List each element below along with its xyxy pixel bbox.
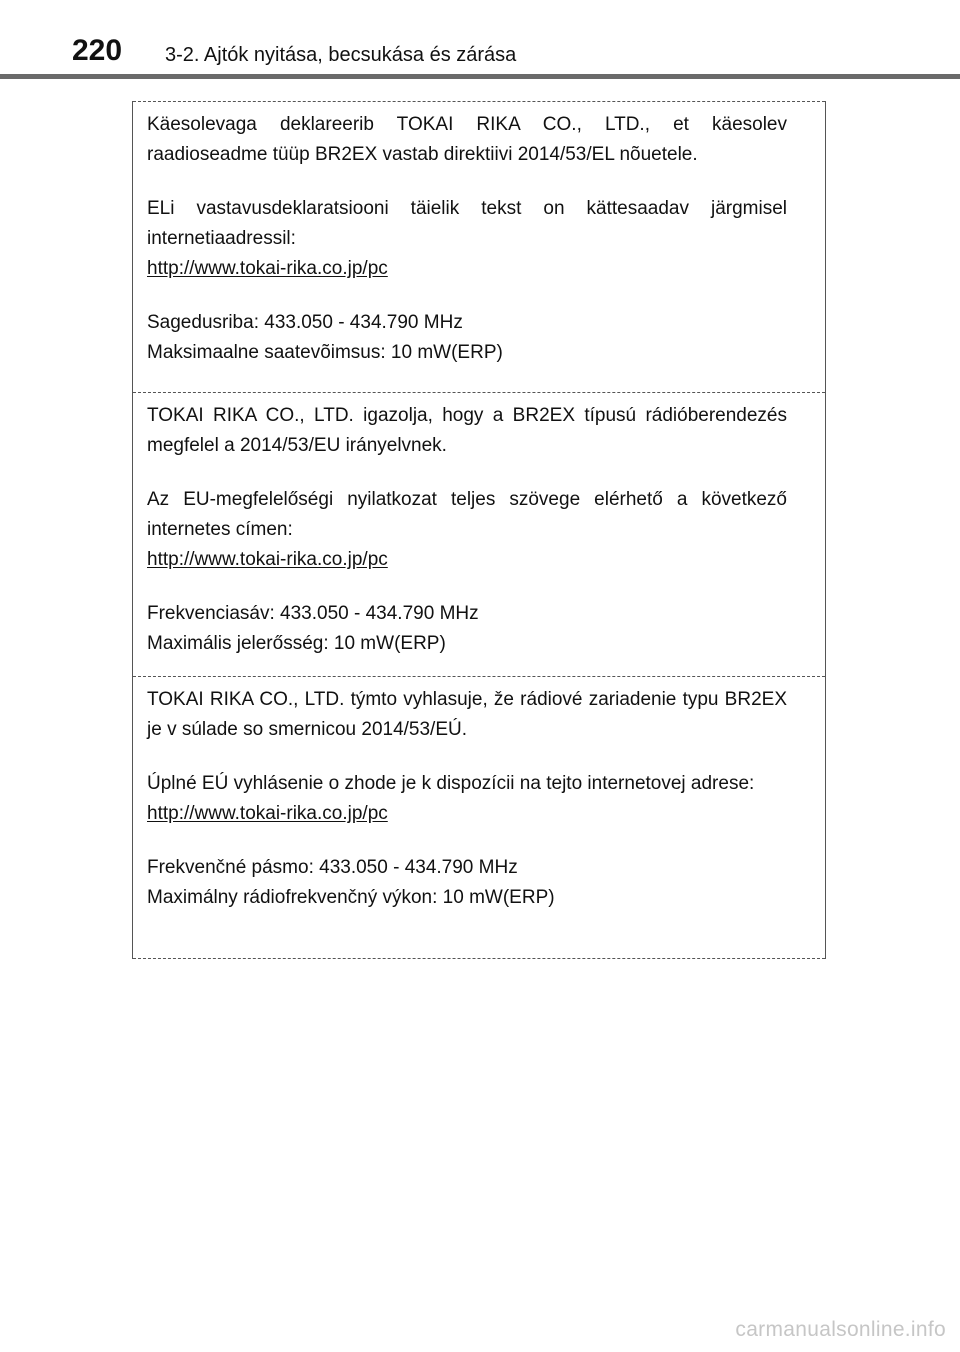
header-divider bbox=[0, 74, 960, 79]
declaration-hungarian bbox=[133, 392, 825, 676]
frequency-band: Frekvenciasáv: 433.050 - 434.790 MHz bbox=[147, 603, 479, 624]
max-power: Maksimaalne saatevõimsus: 10 mW(ERP) bbox=[147, 342, 503, 363]
declaration-box bbox=[132, 101, 826, 959]
page-number: 220 bbox=[72, 34, 123, 67]
declaration-estonian bbox=[133, 101, 825, 392]
section-title: 3-2. Ajtók nyitása, becsukása és zárása bbox=[165, 44, 517, 66]
declaration-statement: TOKAI RIKA CO., LTD. igazolja, hogy a BR2EX típusú rádióberendezés megfelel a 2014/53/EU irányelvnek. bbox=[147, 405, 787, 456]
declaration-availability: ELi vastavusdeklaratsiooni täielik tekst on kättesaadav järgmisel internetiaadressil: bbox=[147, 198, 787, 249]
max-power: Maximálny rádiofrekvenčný výkon: 10 mW(ERP) bbox=[147, 887, 555, 908]
declaration-statement: Käesolevaga deklareerib TOKAI RIKA CO., LTD., et käesolev raadioseadme tüüp BR2EX vastab direktiivi 2014/53/EL nõuetele. bbox=[147, 114, 787, 165]
frequency-band: Frekvenčné pásmo: 433.050 - 434.790 MHz bbox=[147, 857, 518, 878]
declaration-url-link[interactable]: http://www.tokai-rika.co.jp/pc bbox=[147, 258, 388, 279]
site-watermark: carmanualsonline.info bbox=[735, 1318, 946, 1341]
declaration-statement: TOKAI RIKA CO., LTD. týmto vyhlasuje, že rádiové zariadenie typu BR2EX je v súlade so smernicou 2014/53/EÚ. bbox=[147, 689, 787, 740]
max-power: Maximális jelerősség: 10 mW(ERP) bbox=[147, 633, 446, 654]
declaration-availability: Az EU-megfelelőségi nyilatkozat teljes szövege elérhető a következő internetes címen: bbox=[147, 489, 787, 540]
declaration-url-link[interactable]: http://www.tokai-rika.co.jp/pc bbox=[147, 803, 388, 824]
frequency-band: Sagedusriba: 433.050 - 434.790 MHz bbox=[147, 312, 463, 333]
page-header bbox=[0, 0, 960, 80]
declaration-url-link[interactable]: http://www.tokai-rika.co.jp/pc bbox=[147, 549, 388, 570]
declaration-slovak bbox=[133, 676, 825, 959]
declaration-availability: Úplné EÚ vyhlásenie o zhode je k dispozícii na tejto internetovej adrese: bbox=[147, 773, 755, 794]
